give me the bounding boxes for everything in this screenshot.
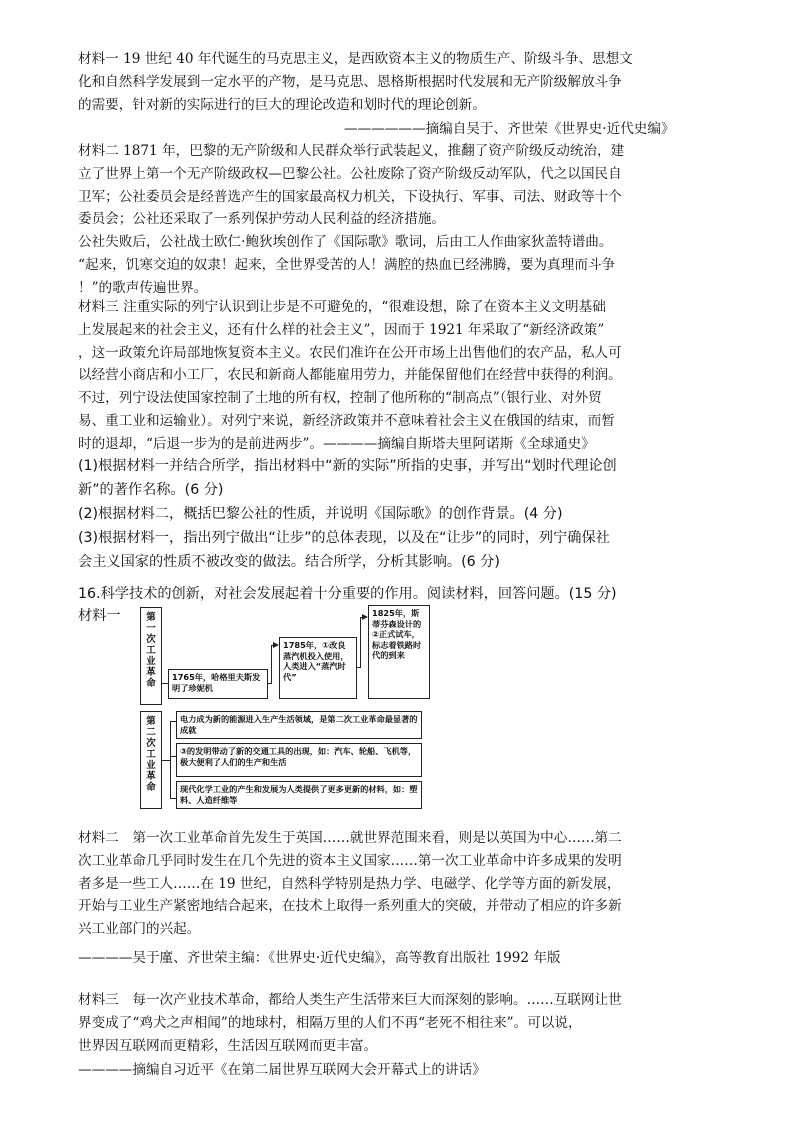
material2b-line: 次工业革命几乎同时发生在几个先进的资本主义国家……第一次工业革命中许多成果的发明 — [78, 852, 622, 869]
material3b-line: 材料三 每一次产业技术革命，都给人类生产生活带来巨大而深刻的影响。……互联网让世 — [78, 992, 622, 1008]
material3-line: ，这一政策允许局部地恢复资本主义。农民们准许在公开市场上出售他们的农产品，私人可 — [78, 344, 622, 361]
material3-line: 材料三 注重实际的列宁认识到让步是不可避免的，“很难设想，除了在资本主义文明基础 — [78, 299, 606, 315]
box-transport: ③的发明带动了新的交通工具的出现，如：汽车、轮船、飞机等，极大便利了人们的生产和生活 — [176, 743, 422, 777]
material2b-line: 者多是一些工人……在 19 世纪，自然科学特别是热力学、电磁学、化学等方面的新发展， — [78, 875, 621, 892]
material2-line: 立了世界上第一个无产阶级政权—巴黎公社。公社废除了资产阶级反动军队，代之以国民自 — [78, 165, 622, 182]
material1-line: 材料一 19 世纪 40 年代诞生的马克思主义，是西欧资本主义的物质生产、阶级斗争、思想文 — [78, 51, 633, 67]
industrial-revolution-diagram — [140, 605, 430, 810]
questions-block — [78, 454, 718, 574]
material2b-source: ————吴于廑、齐世荣主编：《世界史·近代史编》，高等教育出版社 1992 年版 — [78, 950, 561, 966]
material1-paragraph — [78, 48, 718, 116]
box-1825: 1825年，斯蒂芬森设计的②正式试车，标志着铁路时代的到来 — [368, 605, 430, 699]
material2-paragraph — [78, 140, 718, 300]
question-line: (2)根据材料二，概括巴黎公社的性质，并说明《国际歌》的创作背景。(4 分) — [78, 506, 563, 522]
box-chemical: 现代化学工业的产生和发展为人类提供了更多更新的材料，如：塑料、人造纤维等 — [176, 781, 422, 809]
material2b-line: 材料二 第一次工业革命首先发生于英国……就世界范围来看，则是以英国为中心……第二 — [78, 830, 622, 846]
material3-line: 上发展起来的社会主义，还有什么样的社会主义”，因而于 1921 年采取了“新经济政策” — [78, 321, 605, 338]
question-16-title: 16.科学技术的创新，对社会发展起着十分重要的作用。阅读材料，回答问题。(15 分) — [78, 586, 617, 602]
material3-line: 时的退却，“后退一步为的是前进两步”。————摘编自斯塔夫里阿诺斯《全球通史》 — [78, 435, 595, 452]
material3b-source: ————摘编自习近平《在第二届世界互联网大会开幕式上的讲话》 — [78, 1062, 486, 1078]
material3-line: 以经营小商店和小工厂，农民和新商人都能雇用劳力，并能保留他们在经营中获得的利润。 — [78, 367, 622, 384]
material3-line: 不过，列宁设法使国家控制了土地的所有权，控制了他所称的“制高点”（银行业、对外贸 — [78, 390, 602, 407]
box-electricity: 电力成为新的能源进入生产生活领域，是第二次工业革命最显著的成就 — [176, 711, 422, 739]
material3-line: 易、重工业和运输业）。对列宁来说，新经济政策并不意味着社会主义在俄国的结束，而暂 — [78, 412, 615, 429]
material2b-paragraph — [78, 827, 718, 941]
material2-line: 公社失败后，公社战士欧仁·鲍狄埃创作了《国际歌》歌词，后由工人作曲家狄盖特谱曲。 — [78, 234, 613, 251]
second-revolution-label: 第 二 次 工 业 革 命 — [140, 711, 162, 809]
material1-line: 化和自然科学发展到一定水平的产物，是马克思、恩格斯根据时代发展和无产阶级解放斗争 — [78, 73, 622, 90]
material2-line: ！”的歌声传遍世界。 — [78, 279, 208, 296]
first-revolution-label: 第 一 次 工 业 革 命 — [140, 607, 162, 705]
box-1785: 1785年，①改良蒸汽机投入使用，人类进入“蒸汽时代” — [279, 637, 357, 699]
material1-source: ——————摘编自吴于、齐世荣《世界史·近代史编》 — [344, 121, 675, 137]
question-line: (3)根据材料一，指出列宁做出“让步”的总体表现，以及在“让步”的同时，列宁确保社 — [78, 530, 610, 546]
material3b-paragraph — [78, 989, 718, 1057]
question-line: 新”的著作名称。(6 分) — [78, 482, 224, 498]
material2-line: 委员会；公社还采取了一系列保护劳动人民利益的经济措施。 — [78, 211, 446, 228]
material1-line: 的需要，针对新的实际进行的巨大的理论改造和划时代的理论创新。 — [78, 96, 486, 113]
material1-label: 材料一 — [78, 608, 121, 624]
material2-line: 卫军；公社委员会是经普选产生的国家最高权力机关，下设执行、军事、司法、财政等十个 — [78, 188, 622, 205]
material2-line: “起来，饥寒交迫的奴隶！起来，全世界受苦的人！满腔的热血已经沸腾，要为真理而斗争 — [78, 256, 616, 273]
question-line: (1)根据材料一并结合所学，指出材料中“新的实际”所指的史事，并写出“划时代理论创 — [78, 458, 617, 474]
material2b-line: 兴工业部门的兴起。 — [78, 921, 201, 938]
material2-line: 材料二 1871 年，巴黎的无产阶级和人民群众举行武装起义，推翻了资产阶级反动统治，建 — [78, 143, 625, 159]
material3b-line: 界变成了“鸡犬之声相闻”的地球村，相隔万里的人们不再“老死不相往来”。可以说， — [78, 1014, 582, 1031]
material3-paragraph — [78, 296, 718, 456]
material2b-line: 开始与工业生产紧密地结合起来，在技术上取得一系列重大的突破，并带动了相应的许多新 — [78, 898, 622, 915]
question-line: 会主义国家的性质不被改变的做法。结合所学，分析其影响。(6 分) — [78, 554, 500, 570]
box-1765: 1765年，哈格里夫斯发明了珍妮机 — [168, 669, 268, 699]
material3b-line: 世界因互联网而更精彩，生活因互联网而更丰富。 — [78, 1037, 378, 1054]
